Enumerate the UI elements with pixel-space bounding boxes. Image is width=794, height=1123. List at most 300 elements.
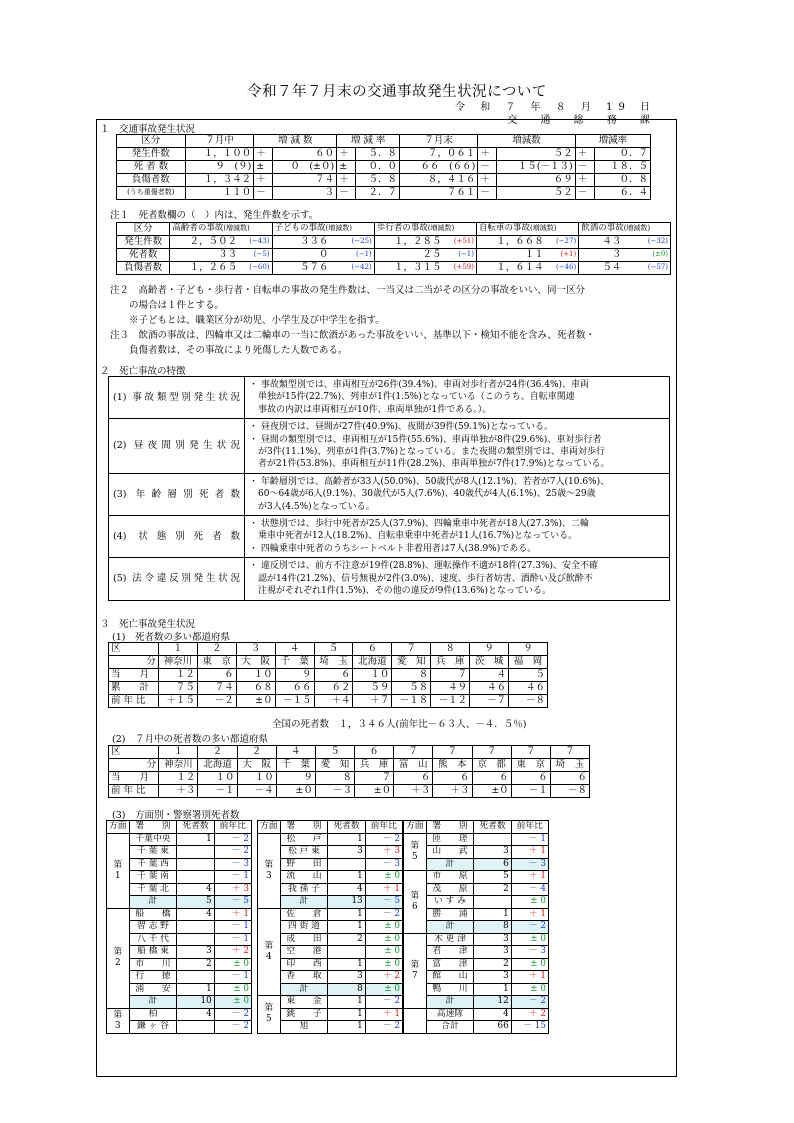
rank-cell: ６ (355, 746, 394, 759)
summary-header-row (117, 135, 651, 148)
value-cell: ４ (470, 669, 509, 682)
rank-cell: １ (158, 643, 197, 656)
station-name: 千 葉 南 (129, 871, 177, 884)
table-row (109, 772, 590, 785)
rank-cell: ８ (431, 643, 470, 656)
pref-cell: 東 京 (511, 759, 550, 772)
station-deaths: 1 (328, 1008, 365, 1021)
table-row (117, 262, 671, 275)
station-name: 計 (426, 921, 474, 934)
value-cell: －７ (470, 695, 509, 708)
summary-cell: ７４ (273, 174, 337, 187)
summary-cell: － (575, 161, 594, 174)
station-name: 計 (129, 896, 177, 909)
feature-line: ・ 状態別では、歩行中死者が25人(37.9%)、四輪乗車中死者が18人(27.3%)、二輪 (249, 519, 590, 530)
value-cell: １２ (158, 669, 197, 682)
ward-group (404, 1008, 427, 1033)
value-cell: ±０ (276, 785, 315, 798)
summary-header: 増減数 (478, 135, 575, 148)
value-cell: ５８ (392, 682, 431, 695)
ward-row (107, 833, 252, 846)
station-change: － 3 (511, 858, 548, 871)
summary-cell: 発生件数 (117, 148, 186, 161)
station-deaths: 4 (177, 883, 214, 896)
ward-row (107, 996, 252, 1009)
feature-row (109, 377, 670, 419)
station-deaths (474, 896, 511, 909)
feature-line: 者が21件(53.8%)、車両相互が11件(28.2%)、車両単独が7件(17.9%)となっている。 (249, 459, 610, 470)
ward-header: 署 別 (129, 821, 177, 834)
station-name: 行 徳 (129, 971, 177, 984)
rank-cell: ７ (550, 746, 589, 759)
station-name: 館 山 (426, 971, 474, 984)
pref-cell: 兵 庫 (355, 759, 394, 772)
station-deaths: 1 (474, 983, 511, 996)
station-change: ＋ 3 (365, 846, 402, 859)
special-header-row (117, 223, 671, 236)
note3a: 注３ 飲酒の事故は、四輪車又は二輪車の一当に飲酒があった事故をいい、基準以下・検知不能を含み、死者数・ (110, 330, 595, 341)
ward-row (404, 933, 549, 946)
station-name: 千葉中央 (129, 833, 177, 846)
value-cell: ＋３ (159, 785, 198, 798)
value-cell: ８ (392, 669, 431, 682)
table-label: 分 (109, 656, 159, 669)
ward-row (107, 946, 252, 959)
table-row (109, 669, 548, 682)
station-deaths: 8 (328, 983, 365, 996)
special-delta: (−27) (546, 236, 579, 249)
rank-cell: ４ (276, 746, 315, 759)
special-delta: (−32) (623, 236, 670, 249)
station-change: － 2 (365, 908, 402, 921)
summary-cell: (うち重傷者数) (117, 187, 186, 200)
pref-cell: 京 都 (472, 759, 511, 772)
value-cell: －２ (197, 695, 236, 708)
special-delta: (−57) (623, 262, 670, 275)
value-cell: １２ (159, 772, 198, 785)
department-name: 交 通 総 務 課 (507, 115, 660, 126)
value-cell: －１２ (431, 695, 470, 708)
special-value: １，２６５ (170, 262, 239, 275)
special-header-sub: (増減数) (623, 224, 651, 233)
ward-row (258, 858, 403, 871)
summary-cell: １，３４２ (185, 174, 254, 187)
ward-row (404, 921, 549, 934)
ward-group: 第 3 (107, 1008, 130, 1033)
station-change: ＋ 1 (365, 883, 402, 896)
station-change: ± 0 (214, 983, 251, 996)
special-header (374, 223, 476, 236)
station-deaths: 1 (328, 996, 365, 1009)
ward-group: 第 5 (258, 996, 281, 1034)
summary-cell: ３ (273, 187, 337, 200)
feature-line: ・ 四輪乗車中死者のうちシートベルト非着用者は7人(38.9%)である。 (249, 543, 537, 554)
summary-cell: ９ (９) (185, 161, 254, 174)
summary-cell: ０．７ (594, 148, 650, 161)
special-header (579, 223, 671, 236)
station-name: 計 (280, 983, 328, 996)
station-deaths: 2 (328, 933, 365, 946)
station-deaths: 5 (474, 871, 511, 884)
ward-row (258, 946, 403, 959)
summary-cell: １５(－１３) (497, 161, 575, 174)
summary-cell: ６０ (273, 148, 337, 161)
ward-row (258, 896, 403, 909)
special-delta: (−43) (239, 236, 272, 249)
station-deaths: 8 (474, 921, 511, 934)
station-name: 印 西 (280, 958, 328, 971)
station-deaths: 1 (328, 921, 365, 934)
station-name: 匝 瑳 (426, 833, 474, 846)
feature-text (245, 377, 670, 419)
station-change: ± 0 (214, 958, 251, 971)
special-header-label: 子どもの事故 (274, 223, 326, 234)
ward-row (107, 921, 252, 934)
feature-row (109, 473, 670, 515)
value-cell: ＋３ (433, 785, 472, 798)
section2-heading: ２ 死亡事故の特徴 (100, 366, 186, 377)
ward-header-row (258, 821, 403, 834)
special-accidents-table (116, 222, 671, 275)
value-cell: －８ (509, 695, 548, 708)
table-row (117, 161, 651, 174)
note1: 注１ 死者数欄の（ ）内は、発生件数を示す。 (110, 210, 319, 221)
ward-header: 方面 (404, 821, 427, 834)
rank-cell: ４ (275, 643, 314, 656)
special-value: ５４ (579, 262, 624, 275)
ward-header: 署 別 (426, 821, 474, 834)
station-change: ± 0 (365, 871, 402, 884)
station-deaths: 3 (328, 846, 365, 859)
summary-cell: １８．５ (594, 161, 650, 174)
table-row (109, 682, 548, 695)
rank-cell: ２ (197, 643, 236, 656)
note2b: の場合は１件とする。 (110, 300, 225, 311)
station-name: 鎌 ヶ 谷 (129, 1021, 177, 1034)
station-name: い す み (426, 896, 474, 909)
value-cell: ６６ (275, 682, 314, 695)
rank-cell: ７ (472, 746, 511, 759)
report-date: 令 和 ７ 年 ８ 月 19 日 (455, 102, 656, 113)
table-label: 分 (109, 759, 159, 772)
value-cell: －１ (511, 785, 550, 798)
summary-cell: ＋ (254, 174, 273, 187)
value-cell: ６ (511, 772, 550, 785)
ward-header: 死者数 (328, 821, 365, 834)
ward-row (258, 833, 403, 846)
station-name: 計 (280, 896, 328, 909)
summary-header: 増減率 (575, 135, 650, 148)
ward-header: 方面 (107, 821, 130, 834)
table-label: 区 (109, 643, 159, 656)
station-change: ± 0 (214, 996, 251, 1009)
special-delta: (+51) (444, 236, 477, 249)
value-cell: ５９ (353, 682, 392, 695)
station-change: ± 0 (511, 933, 548, 946)
station-deaths: 4 (474, 1008, 511, 1021)
row-label: 前 年 比 (109, 785, 159, 798)
note3b: 負傷者数は、その事故により死傷した人数である。 (110, 345, 348, 356)
summary-cell: ＋ (575, 174, 594, 187)
special-value: １，３１５ (374, 262, 443, 275)
special-header-label: 高齢者の事故 (172, 223, 224, 234)
value-cell: ７ (355, 772, 394, 785)
station-deaths: 5 (177, 896, 214, 909)
ward-row (107, 1021, 252, 1034)
station-change: － 4 (511, 883, 548, 896)
rank-cell: ３ (236, 643, 275, 656)
row-label: 当 月 (109, 772, 159, 785)
ward-header-row (404, 821, 549, 834)
station-change: ＋ 2 (511, 1008, 548, 1021)
ward-group: 第 2 (107, 908, 130, 1008)
station-deaths (177, 871, 214, 884)
special-delta: (−46) (546, 262, 579, 275)
station-change: － 3 (511, 946, 548, 959)
rank-cell: ７ (392, 643, 431, 656)
value-cell: ＋１５ (158, 695, 197, 708)
special-delta: (±0) (623, 249, 670, 262)
special-value: ３３６ (272, 236, 330, 249)
special-value: １，６１４ (476, 262, 545, 275)
station-name: 習 志 野 (129, 921, 177, 934)
ward-row (404, 946, 549, 959)
summary-cell: 死 者 数 (117, 161, 186, 174)
ward-row (107, 1008, 252, 1021)
ward-row (258, 846, 403, 859)
special-value: ２，５０２ (170, 236, 239, 249)
station-deaths: 1 (328, 833, 365, 846)
station-deaths: 1 (177, 983, 214, 996)
special-value: ３ (579, 249, 624, 262)
special-label: 負傷者数 (117, 262, 170, 275)
row-label: 累 計 (109, 682, 159, 695)
feature-row (109, 558, 670, 600)
note2a: 注２ 高齢者・子ども・歩行者・自転車の事故の発生件数は、一当又は二当がその区分の事故をいい、同一区分 (110, 285, 586, 296)
station-change: － 1 (214, 871, 251, 884)
station-change: － 3 (365, 858, 402, 871)
table-row (117, 174, 651, 187)
value-cell: ６ (550, 772, 589, 785)
feature-label: (5) 法令違反別発生状況 (109, 558, 245, 600)
summary-cell: ± (337, 161, 356, 174)
ward-row (107, 871, 252, 884)
station-change: ± 0 (511, 896, 548, 909)
ward-row (107, 971, 252, 984)
station-name: 木 更 津 (426, 933, 474, 946)
station-name: 船 橋 (129, 908, 177, 921)
pref-cell: 北海道 (353, 656, 392, 669)
station-deaths: 13 (328, 896, 365, 909)
station-name: 船 橋 東 (129, 946, 177, 959)
summary-header: 増 減 数 (254, 135, 337, 148)
pref-cell: 東 京 (197, 656, 236, 669)
summary-cell: 負傷者数 (117, 174, 186, 187)
summary-cell: ＋ (575, 148, 594, 161)
value-cell: ６ (394, 772, 433, 785)
pref-cell: 兵 庫 (431, 656, 470, 669)
station-name: 流 山 (280, 871, 328, 884)
station-deaths: 66 (474, 1021, 511, 1034)
station-name: 空 港 (280, 946, 328, 959)
ward-row (258, 983, 403, 996)
summary-cell: － (478, 161, 497, 174)
station-deaths (474, 833, 511, 846)
ward-header: 前年比 (511, 821, 548, 834)
station-deaths: 2 (177, 958, 214, 971)
rank-cell: ９ (509, 643, 548, 656)
summary-cell: ＋ (478, 174, 497, 187)
station-change: － 2 (214, 1008, 251, 1021)
section1-heading: １ 交通事故発生状況 (100, 124, 196, 135)
special-header-label: 歩行者の事故 (376, 223, 428, 234)
special-header: 区分 (117, 223, 170, 236)
value-cell: －１ (198, 785, 237, 798)
station-name: 高速隊 (426, 1008, 474, 1021)
station-name: 市 川 (129, 958, 177, 971)
station-deaths: 3 (177, 946, 214, 959)
feature-line: が3件(11.1%)、列車が1件(3.7%)となっている。また夜間の類型別では、車両対歩行 (249, 447, 606, 458)
table-row (117, 148, 651, 161)
special-header-label: 飲酒の事故 (581, 223, 624, 234)
value-cell: １０ (353, 669, 392, 682)
ward-row (404, 883, 549, 896)
station-deaths: 1 (474, 908, 511, 921)
station-change: ± 0 (365, 983, 402, 996)
station-name: 東 金 (280, 996, 328, 1009)
pref-cell: 大 阪 (237, 759, 276, 772)
station-deaths: 3 (328, 971, 365, 984)
value-cell: １０ (236, 669, 275, 682)
station-change: － 2 (214, 846, 251, 859)
note2c: ※子どもとは、職業区分が幼児、小学生及び中学生を指す。 (110, 315, 385, 326)
summary-cell: ６９ (497, 174, 575, 187)
station-name: 松 戸 (280, 833, 328, 846)
value-cell: ７５ (158, 682, 197, 695)
station-change: ± 0 (511, 983, 548, 996)
station-deaths: 4 (177, 1008, 214, 1021)
special-header (170, 223, 272, 236)
special-delta: (+59) (444, 262, 477, 275)
special-label: 発生件数 (117, 236, 170, 249)
station-change: ＋ 1 (365, 1008, 402, 1021)
pref-cell: 神奈川 (158, 656, 197, 669)
feature-label: (1) 事故類型別発生状況 (109, 377, 245, 419)
station-change: － 1 (511, 833, 548, 846)
feature-label: (4) 状態別死者数 (109, 516, 245, 558)
feature-line: 単独が15件(22.7%)、列車が1件(1.5%)となっている（このうち、自転車関連 (249, 392, 575, 403)
station-name: 柏 (129, 1008, 177, 1021)
summary-cell: ＋ (254, 148, 273, 161)
value-cell: －１８ (392, 695, 431, 708)
station-name: 茂 原 (426, 883, 474, 896)
rank-cell: １ (159, 746, 198, 759)
station-name: 松 戸 東 (280, 846, 328, 859)
pref-cell: 富 山 (394, 759, 433, 772)
station-name: 旭 (280, 1021, 328, 1034)
value-cell: ±０ (355, 785, 394, 798)
ward-row (107, 958, 252, 971)
table-row (109, 695, 548, 708)
summary-cell: － (478, 187, 497, 200)
ward-row (404, 1008, 549, 1021)
value-cell: ６ (433, 772, 472, 785)
station-change: － 2 (511, 921, 548, 934)
station-change: ＋ 2 (214, 946, 251, 959)
station-change: ± 0 (365, 958, 402, 971)
special-header (476, 223, 578, 236)
value-cell: ９ (275, 669, 314, 682)
feature-line: 認が14件(21.2%)、信号無視が2件(3.0%)、速度、歩行者妨害、酒酔い及び飲酔不 (249, 573, 593, 584)
feature-label: (3) 年齢層別死者数 (109, 473, 245, 515)
summary-cell: ± (254, 161, 273, 174)
rank-cell: ２ (198, 746, 237, 759)
station-name: 香 取 (280, 971, 328, 984)
summary-cell: ５．８ (356, 174, 400, 187)
prefecture-table-2 (108, 745, 590, 798)
station-name: 千 葉 西 (129, 858, 177, 871)
station-change: － 5 (365, 896, 402, 909)
rank-cell: ７ (433, 746, 472, 759)
station-deaths: 6 (474, 858, 511, 871)
summary-cell: ５．８ (356, 148, 400, 161)
special-header-sub: (増減数) (427, 224, 455, 233)
station-name: 佐 倉 (280, 908, 328, 921)
station-change: － 15 (511, 1021, 548, 1034)
table-row (117, 236, 671, 249)
special-value: ２５ (374, 249, 443, 262)
station-change: ± 0 (365, 921, 402, 934)
station-name: 合計 (426, 1021, 474, 1034)
ward-row (258, 1021, 403, 1034)
station-deaths (177, 933, 214, 946)
station-name: 計 (426, 858, 474, 871)
station-change: － 5 (214, 896, 251, 909)
special-value: １，６６８ (476, 236, 545, 249)
station-deaths: 10 (177, 996, 214, 1009)
station-deaths (177, 921, 214, 934)
station-change: ＋ 1 (511, 846, 548, 859)
special-value: ３３ (170, 249, 239, 262)
station-change: － 1 (214, 921, 251, 934)
feature-row (109, 516, 670, 558)
summary-cell: ＋ (337, 174, 356, 187)
special-delta: (−1) (444, 249, 477, 262)
special-header-sub: (増減数) (529, 224, 557, 233)
summary-table (116, 134, 651, 200)
feature-text (245, 473, 670, 515)
summary-header: ７月中 (185, 135, 254, 148)
pref-cell: 大 阪 (236, 656, 275, 669)
station-deaths (177, 846, 214, 859)
station-name: 市 原 (426, 871, 474, 884)
station-deaths: 1 (328, 908, 365, 921)
special-delta: (+1) (546, 249, 579, 262)
page-title: 令和７年７月末の交通事故発生状況について (247, 84, 547, 100)
value-cell: －４ (237, 785, 276, 798)
value-cell: ４６ (470, 682, 509, 695)
sub2-heading: (2) ７月中の死者数の多い都道府県 (112, 734, 268, 745)
value-cell: ６２ (314, 682, 353, 695)
ward-row (404, 983, 549, 996)
summary-cell: ＋ (337, 148, 356, 161)
notes-block (110, 284, 670, 357)
summary-cell: ＋ (478, 148, 497, 161)
pref-cell: 愛 知 (392, 656, 431, 669)
table-row (117, 249, 671, 262)
station-name: 富 津 (426, 958, 474, 971)
ward-header: 前年比 (365, 821, 402, 834)
